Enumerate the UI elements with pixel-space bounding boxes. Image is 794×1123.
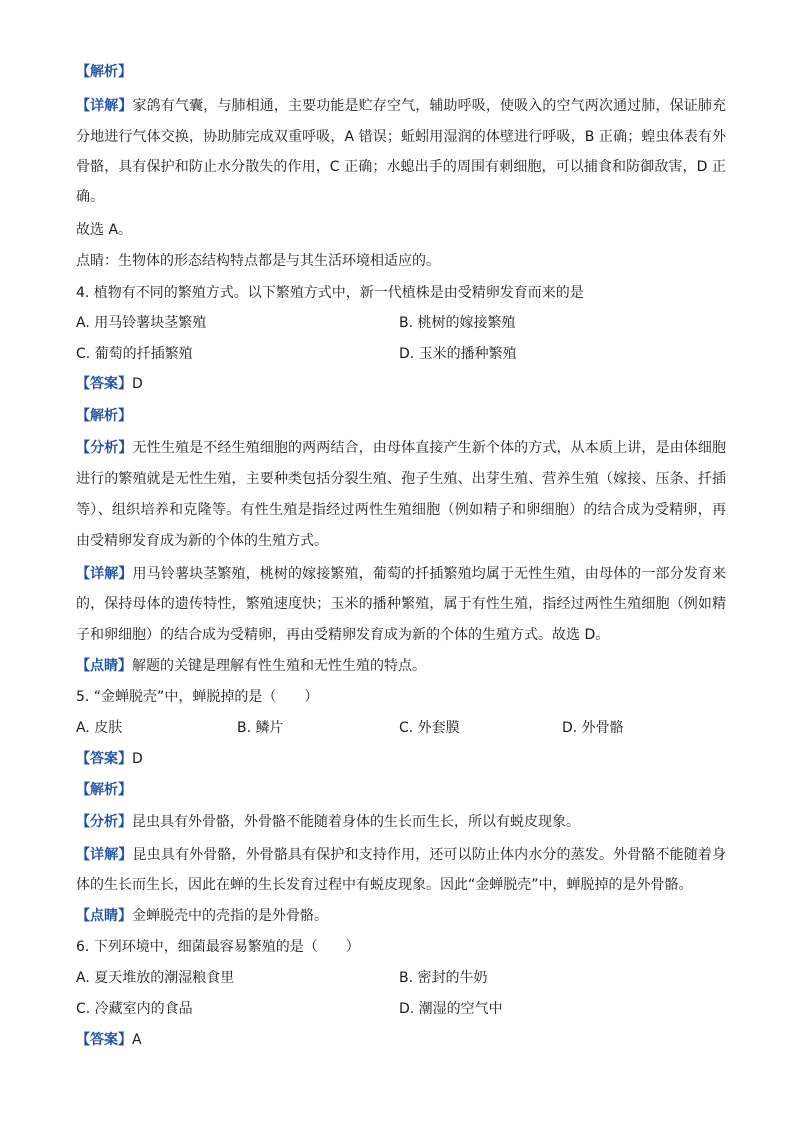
q6-option-b: B. 密封的牛奶 <box>399 970 488 986</box>
q3-analysis-heading: 【解析】 <box>76 64 132 80</box>
q6-stem: 6. 下列环境中，细菌最容易繁殖的是（ ） <box>76 939 360 955</box>
q5-detail-line-2: 体的生长而生长，因此在蝉的生长发育过程中有蜕皮现象。因此“金蝉脱壳”中，蝉脱掉的是外骨骼。 <box>76 877 693 893</box>
q4-analysis-line-2: 进行的繁殖就是无性生殖，主要种类包括分裂生殖、孢子生殖、出芽生殖、营养生殖（嫁接、压条、扦插 <box>76 471 726 487</box>
q6-option-c: C. 冷藏室内的食品 <box>76 1001 193 1017</box>
q5-answer: 【答案】D <box>76 751 143 767</box>
q5-detail-line-1: 【详解】昆虫具有外骨骼，外骨骼具有保护和支持作用，还可以防止体内水分的蒸发。外骨骼不能随着身 <box>76 847 726 863</box>
q5-option-d: D. 外骨骼 <box>562 720 624 736</box>
q3-note: 点睛：生物体的形态结构特点都是与其生活环境相适应的。 <box>76 253 440 269</box>
q4-analysis-label: 【分析】 <box>76 440 133 456</box>
q6-option-d: D. 潮湿的空气中 <box>399 1001 503 1017</box>
q5-dianjing: 【点睛】金蝉脱壳中的壳指的是外骨骼。 <box>76 908 328 924</box>
q6-option-a: A. 夏天堆放的潮湿粮食里 <box>76 970 235 986</box>
q4-detail-line-1: 【详解】用马铃薯块茎繁殖，桃树的嫁接繁殖，葡萄的扦插繁殖均属于无性生殖，由母体的一部分发育来 <box>76 566 726 582</box>
q3-detail-label: 【详解】 <box>76 98 133 114</box>
q4-stem: 4. 植物有不同的繁殖方式。以下繁殖方式中，新一代植株是由受精卵发育而来的是 <box>76 285 584 301</box>
q4-analysis-line-1: 【分析】无性生殖是不经生殖细胞的两两结合，由母体直接产生新个体的方式，从本质上讲，是由体细胞 <box>76 440 726 456</box>
q5-stem: 5. “金蝉脱壳”中，蝉脱掉的是（ ） <box>76 689 319 705</box>
q4-analysis-heading: 【解析】 <box>76 408 132 424</box>
q5-analysis: 【分析】昆虫具有外骨骼，外骨骼不能随着身体的生长而生长，所以有蜕皮现象。 <box>76 814 580 830</box>
q3-detail-line-1: 【详解】家鸽有气囊，与肺相通，主要功能是贮存空气，辅助呼吸，使吸入的空气两次通过肺，保证肺充 <box>76 98 726 114</box>
q6-answer: 【答案】A <box>76 1032 142 1048</box>
q4-detail-line-3: 子和卵细胞）的结合成为受精卵，再由受精卵发育成为新的个体的生殖方式。故选 D。 <box>76 627 610 643</box>
q3-choose: 故选 A。 <box>76 222 133 238</box>
q3-detail-line-4: 确。 <box>76 189 104 205</box>
q4-option-c: C. 葡萄的扦插繁殖 <box>76 346 193 362</box>
q4-option-b: B. 桃树的嫁接繁殖 <box>399 315 516 331</box>
q5-analysis-label: 【分析】 <box>76 814 132 830</box>
q4-option-d: D. 玉米的播种繁殖 <box>399 346 517 362</box>
q5-option-c: C. 外套膜 <box>399 720 460 736</box>
q5-option-b: B. 鳞片 <box>237 720 284 736</box>
q4-analysis-line-3: 等）、组织培养和克隆等。有性生殖是指经过两性生殖细胞（例如精子和卵细胞）的结合成为受精卵，再 <box>76 502 726 518</box>
q5-option-a: A. 皮肤 <box>76 720 123 736</box>
q4-dianjing: 【点睛】解题的关键是理解有性生殖和无性生殖的特点。 <box>76 658 426 674</box>
q4-detail-line-2: 的，保持母体的遗传特性，繁殖速度快；玉米的播种繁殖，属于有性生殖，指经过两性生殖细胞（例如精 <box>76 596 726 612</box>
q4-detail-label: 【详解】 <box>76 566 133 582</box>
q5-analysis-heading: 【解析】 <box>76 782 132 798</box>
q4-answer: 【答案】D <box>76 376 143 392</box>
q3-detail-line-3: 骨骼，具有保护和防止水分散失的作用，C 正确；水螅出手的周围有刺细胞，可以捕食和防御敌害，D 正 <box>76 159 726 175</box>
q4-analysis-line-4: 由受精卵发育成为新的个体的生殖方式。 <box>76 533 328 549</box>
q4-option-a: A. 用马铃薯块茎繁殖 <box>76 315 207 331</box>
q3-detail-line-2: 分地进行气体交换，协助肺完成双重呼吸，A 错误；蚯蚓用湿润的体壁进行呼吸，B 正确；蝗虫体表有外 <box>76 129 726 145</box>
q5-detail-label: 【详解】 <box>76 847 133 863</box>
